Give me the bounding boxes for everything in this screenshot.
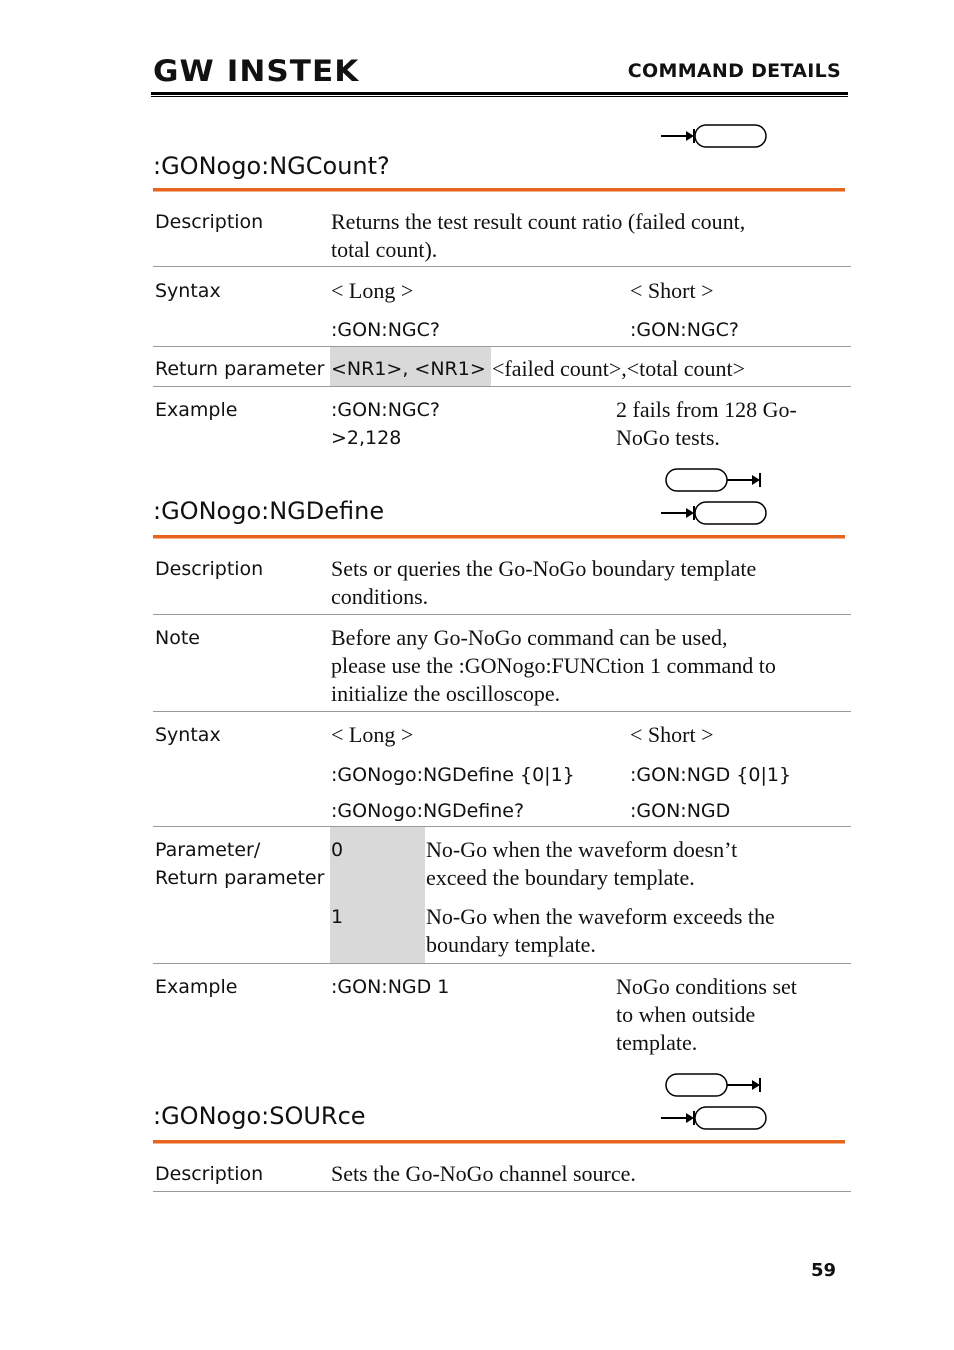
row-divider	[153, 386, 851, 387]
title-rule	[153, 188, 845, 191]
query-icon	[660, 123, 770, 149]
page-number: 59	[810, 1260, 836, 1281]
row-divider	[153, 1191, 851, 1192]
set-query-icon	[660, 467, 770, 527]
row-divider	[153, 266, 851, 267]
section-title: COMMAND DETAILS	[627, 60, 841, 82]
description-label: Description	[155, 1163, 264, 1185]
description-text: Sets or queries the Go-NoGo boundary template conditions.	[331, 556, 757, 609]
param-shade	[330, 827, 425, 963]
syntax-short-label: < Short >	[630, 722, 714, 747]
row-divider	[153, 711, 851, 712]
syntax-long: :GONogo:NGDefine {0|1}	[331, 764, 575, 786]
syntax-short-query: :GON:NGD	[630, 800, 731, 822]
param-desc: No-Go when the waveform exceeds the boundary template.	[426, 904, 775, 957]
return-label: Return parameter	[155, 358, 325, 380]
set-query-icon	[660, 1072, 770, 1132]
param-value: 0	[331, 839, 344, 861]
note-label: Note	[155, 627, 200, 649]
syntax-long-label: < Long >	[331, 278, 414, 303]
param-label: Parameter/ Return parameter	[155, 839, 325, 889]
row-divider	[153, 826, 851, 827]
command-title: :GONogo:NGCount?	[153, 152, 390, 180]
example-label: Example	[155, 976, 238, 998]
header-rule-thin	[151, 96, 848, 97]
description-text: Returns the test result count ratio (failed count, total count).	[331, 209, 746, 262]
description-text: Sets the Go-NoGo channel source.	[331, 1161, 636, 1186]
syntax-short: :GON:NGC?	[630, 319, 739, 341]
return-value: <NR1>, <NR1>	[331, 358, 486, 380]
row-divider	[153, 963, 851, 964]
example-cmd: :GON:NGC? >2,128	[331, 399, 440, 449]
description-label: Description	[155, 558, 264, 580]
param-desc: No-Go when the waveform doesn’t exceed the boundary template.	[426, 837, 738, 890]
syntax-label: Syntax	[155, 280, 221, 302]
syntax-long: :GON:NGC?	[331, 319, 440, 341]
syntax-short: :GON:NGD {0|1}	[630, 764, 792, 786]
param-value: 1	[331, 906, 344, 928]
description-label: Description	[155, 211, 264, 233]
row-divider	[153, 614, 851, 615]
example-desc: NoGo conditions set to when outside template.	[616, 974, 797, 1055]
example-label: Example	[155, 399, 238, 421]
brand-logo: GW INSTEK	[153, 54, 360, 88]
command-title: :GONogo:NGDefine	[153, 497, 385, 525]
title-rule	[153, 1140, 845, 1143]
syntax-long-label: < Long >	[331, 722, 414, 747]
title-rule	[153, 535, 845, 538]
return-desc: <failed count>,<total count>	[492, 356, 746, 381]
syntax-long-query: :GONogo:NGDefine?	[331, 800, 525, 822]
command-title: :GONogo:SOURce	[153, 1102, 366, 1130]
example-desc: 2 fails from 128 Go- NoGo tests.	[616, 397, 797, 450]
syntax-label: Syntax	[155, 724, 221, 746]
note-text: Before any Go-NoGo command can be used, please use the :GONogo:FUNCtion 1 command to initialize the oscilloscope.	[331, 625, 776, 706]
syntax-short-label: < Short >	[630, 278, 714, 303]
example-cmd: :GON:NGD 1	[331, 976, 450, 998]
header-rule	[151, 92, 848, 95]
row-divider	[153, 346, 851, 347]
